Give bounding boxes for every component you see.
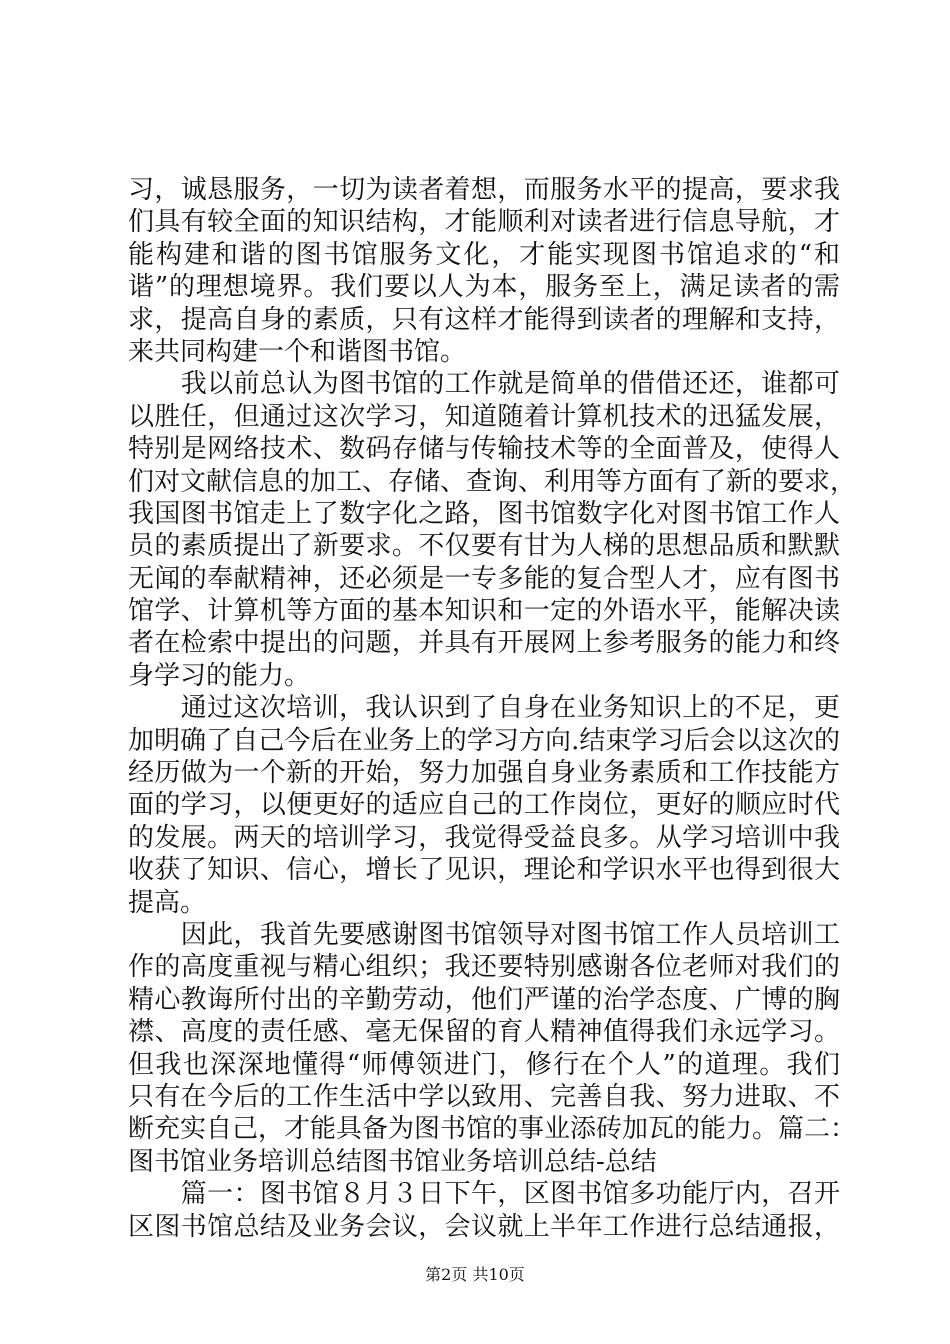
text-line: 面的学习，以便更好的适应自己的工作岗位，更好的顺应时代: [128, 790, 840, 821]
text-line: 篇一：图书馆８月３日下午，区图书馆多功能厅内，召开: [128, 1179, 840, 1210]
text-line: 经历做为一个新的开始，努力加强自身业务素质和工作技能方: [128, 758, 840, 789]
text-line: 者在检索中提出的问题，并具有开展网上参考服务的能力和终: [128, 628, 840, 659]
page-number-footer: 第2页 共10页: [425, 1265, 525, 1284]
text-line: 通过这次培训，我认识到了自身在业务知识上的不足，更: [128, 693, 840, 724]
text-line: 提高。: [128, 887, 207, 918]
text-line: 来共同构建一个和谐图书馆。: [128, 336, 467, 367]
text-line: 作的高度重视与精心组织；我还要特别感谢各位老师对我们的: [128, 952, 840, 983]
text-line: 我以前总认为图书馆的工作就是简单的借借还还，谁都可: [128, 369, 840, 400]
text-line: 区图书馆总结及业务会议，会议就上半年工作进行总结通报，: [128, 1211, 840, 1242]
text-line: 图书馆业务培训总结图书馆业务培训总结-总结: [128, 1146, 657, 1177]
text-line: 谐”的理想境界。我们要以人为本，服务至上，满足读者的需: [128, 272, 840, 303]
text-line: 断充实自己，才能具备为图书馆的事业添砖加瓦的能力。篇二：: [128, 1114, 857, 1145]
text-line: 们对文献信息的加工、存储、查询、利用等方面有了新的要求，: [128, 466, 857, 497]
text-line: 员的素质提出了新要求。不仅要有甘为人梯的思想品质和默默: [128, 531, 840, 562]
text-line: 我国图书馆走上了数字化之路，图书馆数字化对图书馆工作人: [128, 498, 840, 529]
text-line: 只有在今后的工作生活中学以致用、完善自我、努力进取、不: [128, 1081, 840, 1112]
text-line: 因此，我首先要感谢图书馆领导对图书馆工作人员培训工: [128, 919, 840, 950]
text-line: 无闻的奉献精神，还必须是一专多能的复合型人才，应有图书: [128, 563, 840, 594]
text-line: 们具有较全面的知识结构，才能顺利对读者进行信息导航，才: [128, 207, 840, 238]
text-line: 以胜任，但通过这次学习，知道随着计算机技术的迅猛发展，: [128, 401, 840, 432]
text-line: 习，诚恳服务，一切为读者着想，而服务水平的提高，要求我: [128, 175, 840, 205]
text-line: 特别是网络技术、数码存储与传输技术等的全面普及，使得人: [128, 434, 840, 465]
text-line: 收获了知识、信心，增长了见识，理论和学识水平也得到很大: [128, 855, 840, 886]
text-line: 襟、高度的责任感、毫无保留的育人精神值得我们永远学习。: [128, 1017, 840, 1048]
text-line: 精心教诲所付出的辛勤劳动，他们严谨的治学态度、广博的胸: [128, 984, 840, 1015]
text-line: 能构建和谐的图书馆服务文化，才能实现图书馆追求的“和: [128, 239, 840, 270]
text-line: 求，提高自身的素质，只有这样才能得到读者的理解和支持，: [128, 304, 840, 335]
text-line: 但我也深深地懂得“师傅领进门，修行在个人”的道理。我们: [128, 1049, 840, 1080]
text-line: 的发展。两天的培训学习，我觉得受益良多。从学习培训中我: [128, 822, 840, 853]
text-line: 身学习的能力。: [128, 660, 311, 691]
text-line: 馆学、计算机等方面的基本知识和一定的外语水平，能解决读: [128, 596, 840, 627]
text-line: 加明确了自己今后在业务上的学习方向.结束学习后会以这次的: [128, 725, 840, 756]
document-body-text: [128, 174, 857, 1243]
